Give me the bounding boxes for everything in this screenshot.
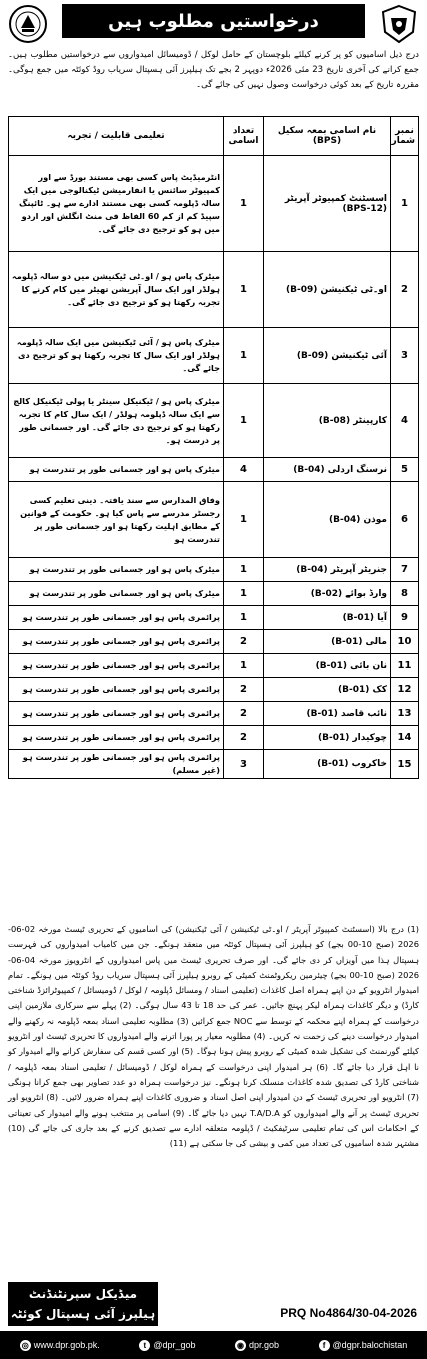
twitter-link[interactable] <box>139 1340 195 1351</box>
table-row <box>9 750 419 779</box>
row-count: 2 <box>224 702 264 726</box>
signatory-block <box>8 1282 158 1326</box>
row-post: موذن (B-04) <box>264 482 391 558</box>
row-num: 3 <box>391 328 419 384</box>
row-post: اسسٹنٹ کمپیوٹر آپریٹر (BPS-12) <box>264 156 391 252</box>
row-count: 1 <box>224 654 264 678</box>
facebook-icon: f <box>319 1340 330 1351</box>
web-text: dpr.gob <box>249 1340 280 1350</box>
row-count: 1 <box>224 482 264 558</box>
row-post: نائب قاصد (B-01) <box>264 702 391 726</box>
website-text: www.dpr.gob.pk. <box>33 1340 100 1350</box>
table-row <box>9 678 419 702</box>
row-num: 10 <box>391 630 419 654</box>
terms-and-conditions: (1) درج بالا (اسسٹنٹ کمپیوٹر آپریٹر / او۔ٹی ٹیکنیشن / آئی ٹیکنیشن) کی اسامیوں کے تحریری ٹیسٹ مورخہ 02-06-2026 (صبح 10-00 بجے) کو ہیلپرز آئی ہسپتال کوئٹہ میں منعقد ہونگے۔ جن میں کامیاب امیدواروں کی فہرست ہسپتال ہذا میں آویزاں کر دی جائے گی۔ اور صرف تحریری ٹیسٹ میں پاس امیدواروں کے انٹرویوز مورخہ 04-06-2026 (صبح 10-00 بجے) چیئرمین ریکروٹمنٹ کمیٹی کے روبرو ہیلپرز آئی ہسپتال سریاب روڈ کوئٹہ میں ہونگے۔ تمام امیدوار انٹرویو کے دن اپنے ہمراہ اصل کاغذات (تعلیمی اسناد / ومسائل ڈپلومہ / لوکل / ڈومیسائل / کمپیوٹرائزڈ شناختی کارڈ) و دیگر کاغذات ہمراہ لیکر پہنچ جائیں۔ عمر کی حد 18 تا 43 سال ہوگی۔ (2) پہلے سے سرکاری ملازمین اپنی درخواست کے ہمراہ اپنے محکمہ کے توسط سے NOC جمع کرائیں (3) مطلوبہ تعلیمی اسناد بمعہ ڈپلومہ نہ رکھنے والے امیدوار درخواست دینے کی زحمت نہ کریں۔ (4) مطلوبہ معیار پر پورا اترنے والے امیدواروں کا تحریری ٹیسٹ اور انٹرویو کیلئے گورنمنٹ کی تشکیل شدہ کمیٹی کے روبرو پیش ہونا ہوگا۔ (5) اور کسی قسم کی سفارش کرانے والے امیدوار کو نا اہل قرار دیا جائے گا۔ (6) ہر امیدوار اپنی درخواست کے ہمراہ لوکل / ڈومیسائل / تعلیمی اسناد بمعہ ڈپلومہ / شناختی کارڈ کی تصدیق شدہ کاغذات منسلک کرنا ہونگے۔ نیز درخواست ہمراہ دو عدد تصاویر بھی جمع کرانا ہونگی (7) انٹرویو اور تحریری ٹیسٹ کے دن امیدوار اپنی اصل اسناد و ضروری کاغذات اپنے ہمراہ ضرور لائیں۔ (8) انٹرویو اور تحریری ٹیسٹ پر آنے والے امیدواروں کو T.A/D.A نہیں دیا جائے گا۔ (9) اسامی پر منتخب ہونے والے امیدوار کی تعیناتی کے احکامات اس کی تمام تعلیمی سرٹیفکیٹ / ڈپلومہ متعلقہ ادارے سے تصدیق کرنے کے بعد جاری کی جائے گی (10) مشتہر شدہ اسامیوں کی تعداد میں کمی و بیشی کی جا سکتی ہے (11) <box>8 924 420 1149</box>
table-row <box>9 606 419 630</box>
row-post: آئی ٹیکنیشن (B-09) <box>264 328 391 384</box>
row-qualification: میٹرک پاس ہو اور جسمانی طور پر تندرست ہو <box>9 458 224 482</box>
prq-number: PRQ No4864/30-04-2026 <box>280 1306 417 1320</box>
web-icon: ◉ <box>235 1340 246 1351</box>
row-qualification: پرائمری پاس ہو اور جسمانی طور پر تندرست ہو <box>9 630 224 654</box>
facebook-link[interactable] <box>319 1340 408 1351</box>
row-post: آیا (B-01) <box>264 606 391 630</box>
row-num: 13 <box>391 702 419 726</box>
globe-icon: ◎ <box>20 1340 31 1351</box>
header-post-count: تعداد اسامی <box>224 117 264 156</box>
row-qualification: پرائمری پاس ہو اور جسمانی طور پر تندرست ہو <box>9 678 224 702</box>
row-qualification: وفاق المدارس سے سند یافتہ۔ دینی تعلیم کسی رجسٹر مدرسے سے پاس کیا ہو۔ حکومت کے قوانین کے مطابق اہلیت رکھتا ہو اور جسمانی طور پر تندرست ہو <box>9 482 224 558</box>
row-num: 11 <box>391 654 419 678</box>
row-num: 4 <box>391 384 419 458</box>
row-qualification: میٹرک پاس ہو اور جسمانی طور پر تندرست ہو <box>9 558 224 582</box>
web-link[interactable] <box>235 1340 279 1351</box>
row-post: جنریٹر آپریٹر (B-04) <box>264 558 391 582</box>
table-row <box>9 702 419 726</box>
signatory-title: میڈیکل سپرنٹنڈنٹ <box>28 1287 138 1301</box>
table-row <box>9 458 419 482</box>
website-link[interactable] <box>20 1340 100 1351</box>
table-header-row <box>9 117 419 156</box>
row-count: 1 <box>224 558 264 582</box>
header-qualification: تعلیمی قابلیت / تجربہ <box>9 117 224 156</box>
balochistan-emblem-right <box>379 4 419 44</box>
table-row <box>9 726 419 750</box>
header-serial-number: نمبر شمار <box>391 117 419 156</box>
row-post: نان بائی (B-01) <box>264 654 391 678</box>
table-row <box>9 384 419 458</box>
row-post: کک (B-01) <box>264 678 391 702</box>
table-row <box>9 582 419 606</box>
row-num: 9 <box>391 606 419 630</box>
row-qualification: میٹرک پاس ہو / او۔ٹی ٹیکنیشن میں دو سالہ ڈپلومہ ہولڈر اور ایک سال آپریشن تھیٹر میں کام کرنے کا تجربہ رکھتا ہو کو ترجیح دی جائے گی۔ <box>9 252 224 328</box>
row-count: 1 <box>224 328 264 384</box>
row-num: 1 <box>391 156 419 252</box>
row-qualification: میٹرک پاس ہو اور جسمانی طور پر تندرست ہو <box>9 582 224 606</box>
row-count: 2 <box>224 678 264 702</box>
table-row <box>9 654 419 678</box>
row-qualification: انٹرمیڈیٹ پاس کسی بھی مستند بورڈ سے اور کمپیوٹر سائنس یا انفارمیشن ٹیکنالوجی میں ایک سالہ ڈپلومہ کسی بھی مستند ادارے سے ہو۔ ٹائپنگ سپیڈ کم از کم 60 الفاظ فی منٹ انگلش اور اردو میں ہو کو ترجیح دی جائے گی۔ <box>9 156 224 252</box>
row-post: خاکروب (B-01) <box>264 750 391 779</box>
row-qualification: پرائمری پاس ہو اور جسمانی طور پر تندرست ہو (غیر مسلم) <box>9 750 224 779</box>
row-post: او۔ٹی ٹیکنیشن (B-09) <box>264 252 391 328</box>
advertisement-title: درخواستیں مطلوب ہیں <box>62 4 365 38</box>
row-post: نرسنگ اردلی (B-04) <box>264 458 391 482</box>
table-row <box>9 156 419 252</box>
twitter-text: @dpr_gob <box>153 1340 196 1350</box>
row-qualification: پرائمری پاس ہو اور جسمانی طور پر تندرست ہو <box>9 606 224 630</box>
row-count: 3 <box>224 750 264 779</box>
row-qualification: میٹرک پاس ہو / آئی ٹیکنیشن میں ایک سالہ ڈپلومہ ہولڈر اور ایک سال کا تجربہ رکھتا ہو کو ترجیح دی جائے گی۔ <box>9 328 224 384</box>
header <box>6 2 421 48</box>
row-count: 2 <box>224 726 264 750</box>
signatory-organization: ہیلپرز آئی ہسپتال کوئٹہ <box>10 1307 156 1321</box>
row-count: 1 <box>224 252 264 328</box>
row-qualification: میٹرک پاس ہو / ٹیکنیکل سینٹر یا پولی ٹیکنیکل کالج سے ایک سالہ ڈپلومہ ہولڈر / ایک سال کام کا تجربہ رکھتا ہو کو ترجیح دی جائے گی۔ اور جسمانی طور پر درست ہو۔ <box>9 384 224 458</box>
facebook-text: @dgpr.balochistan <box>332 1340 408 1350</box>
intro-paragraph: درج ذیل اسامیوں کو پر کرنے کیلئے بلوچستان کے حامل لوکل / ڈومیسائل امیدواروں سے درخواستیں مطلوب ہیں۔ جمع کرانے کی آخری تاریخ 23 مئی 2026ء دوپہر 2 بجے تک ہیلپرز آئی ہسپتال سریاب روڈ کوئٹہ میں جمع ہوگی۔ مقررہ تاریخ کے بعد کوئی درخواست وصول نہیں کی جائے گی۔ <box>8 50 419 90</box>
header-post-name: نام اسامی بمعہ سکیل (BPS) <box>264 117 391 156</box>
row-num: 8 <box>391 582 419 606</box>
table-row <box>9 558 419 582</box>
row-num: 12 <box>391 678 419 702</box>
row-post: چوکیدار (B-01) <box>264 726 391 750</box>
row-num: 15 <box>391 750 419 779</box>
row-num: 6 <box>391 482 419 558</box>
row-num: 2 <box>391 252 419 328</box>
row-qualification: پرائمری پاس ہو اور جسمانی طور پر تندرست ہو <box>9 726 224 750</box>
vacancies-table <box>8 116 419 779</box>
row-count: 1 <box>224 156 264 252</box>
row-count: 1 <box>224 384 264 458</box>
row-num: 5 <box>391 458 419 482</box>
row-count: 2 <box>224 630 264 654</box>
table-row <box>9 482 419 558</box>
row-post: وارڈ بوائے (B-02) <box>264 582 391 606</box>
government-emblem-left <box>8 4 48 44</box>
row-qualification: پرائمری پاس ہو اور جسمانی طور پر تندرست ہو <box>9 654 224 678</box>
row-num: 7 <box>391 558 419 582</box>
row-post: کارپینٹر (B-08) <box>264 384 391 458</box>
row-count: 4 <box>224 458 264 482</box>
table-row <box>9 630 419 654</box>
row-count: 1 <box>224 606 264 630</box>
table-row <box>9 252 419 328</box>
row-post: مالی (B-01) <box>264 630 391 654</box>
twitter-icon: t <box>139 1340 150 1351</box>
row-count: 1 <box>224 582 264 606</box>
social-footer-bar <box>0 1331 427 1359</box>
row-num: 14 <box>391 726 419 750</box>
row-qualification: پرائمری پاس ہو اور جسمانی طور پر تندرست ہو <box>9 702 224 726</box>
table-row <box>9 328 419 384</box>
